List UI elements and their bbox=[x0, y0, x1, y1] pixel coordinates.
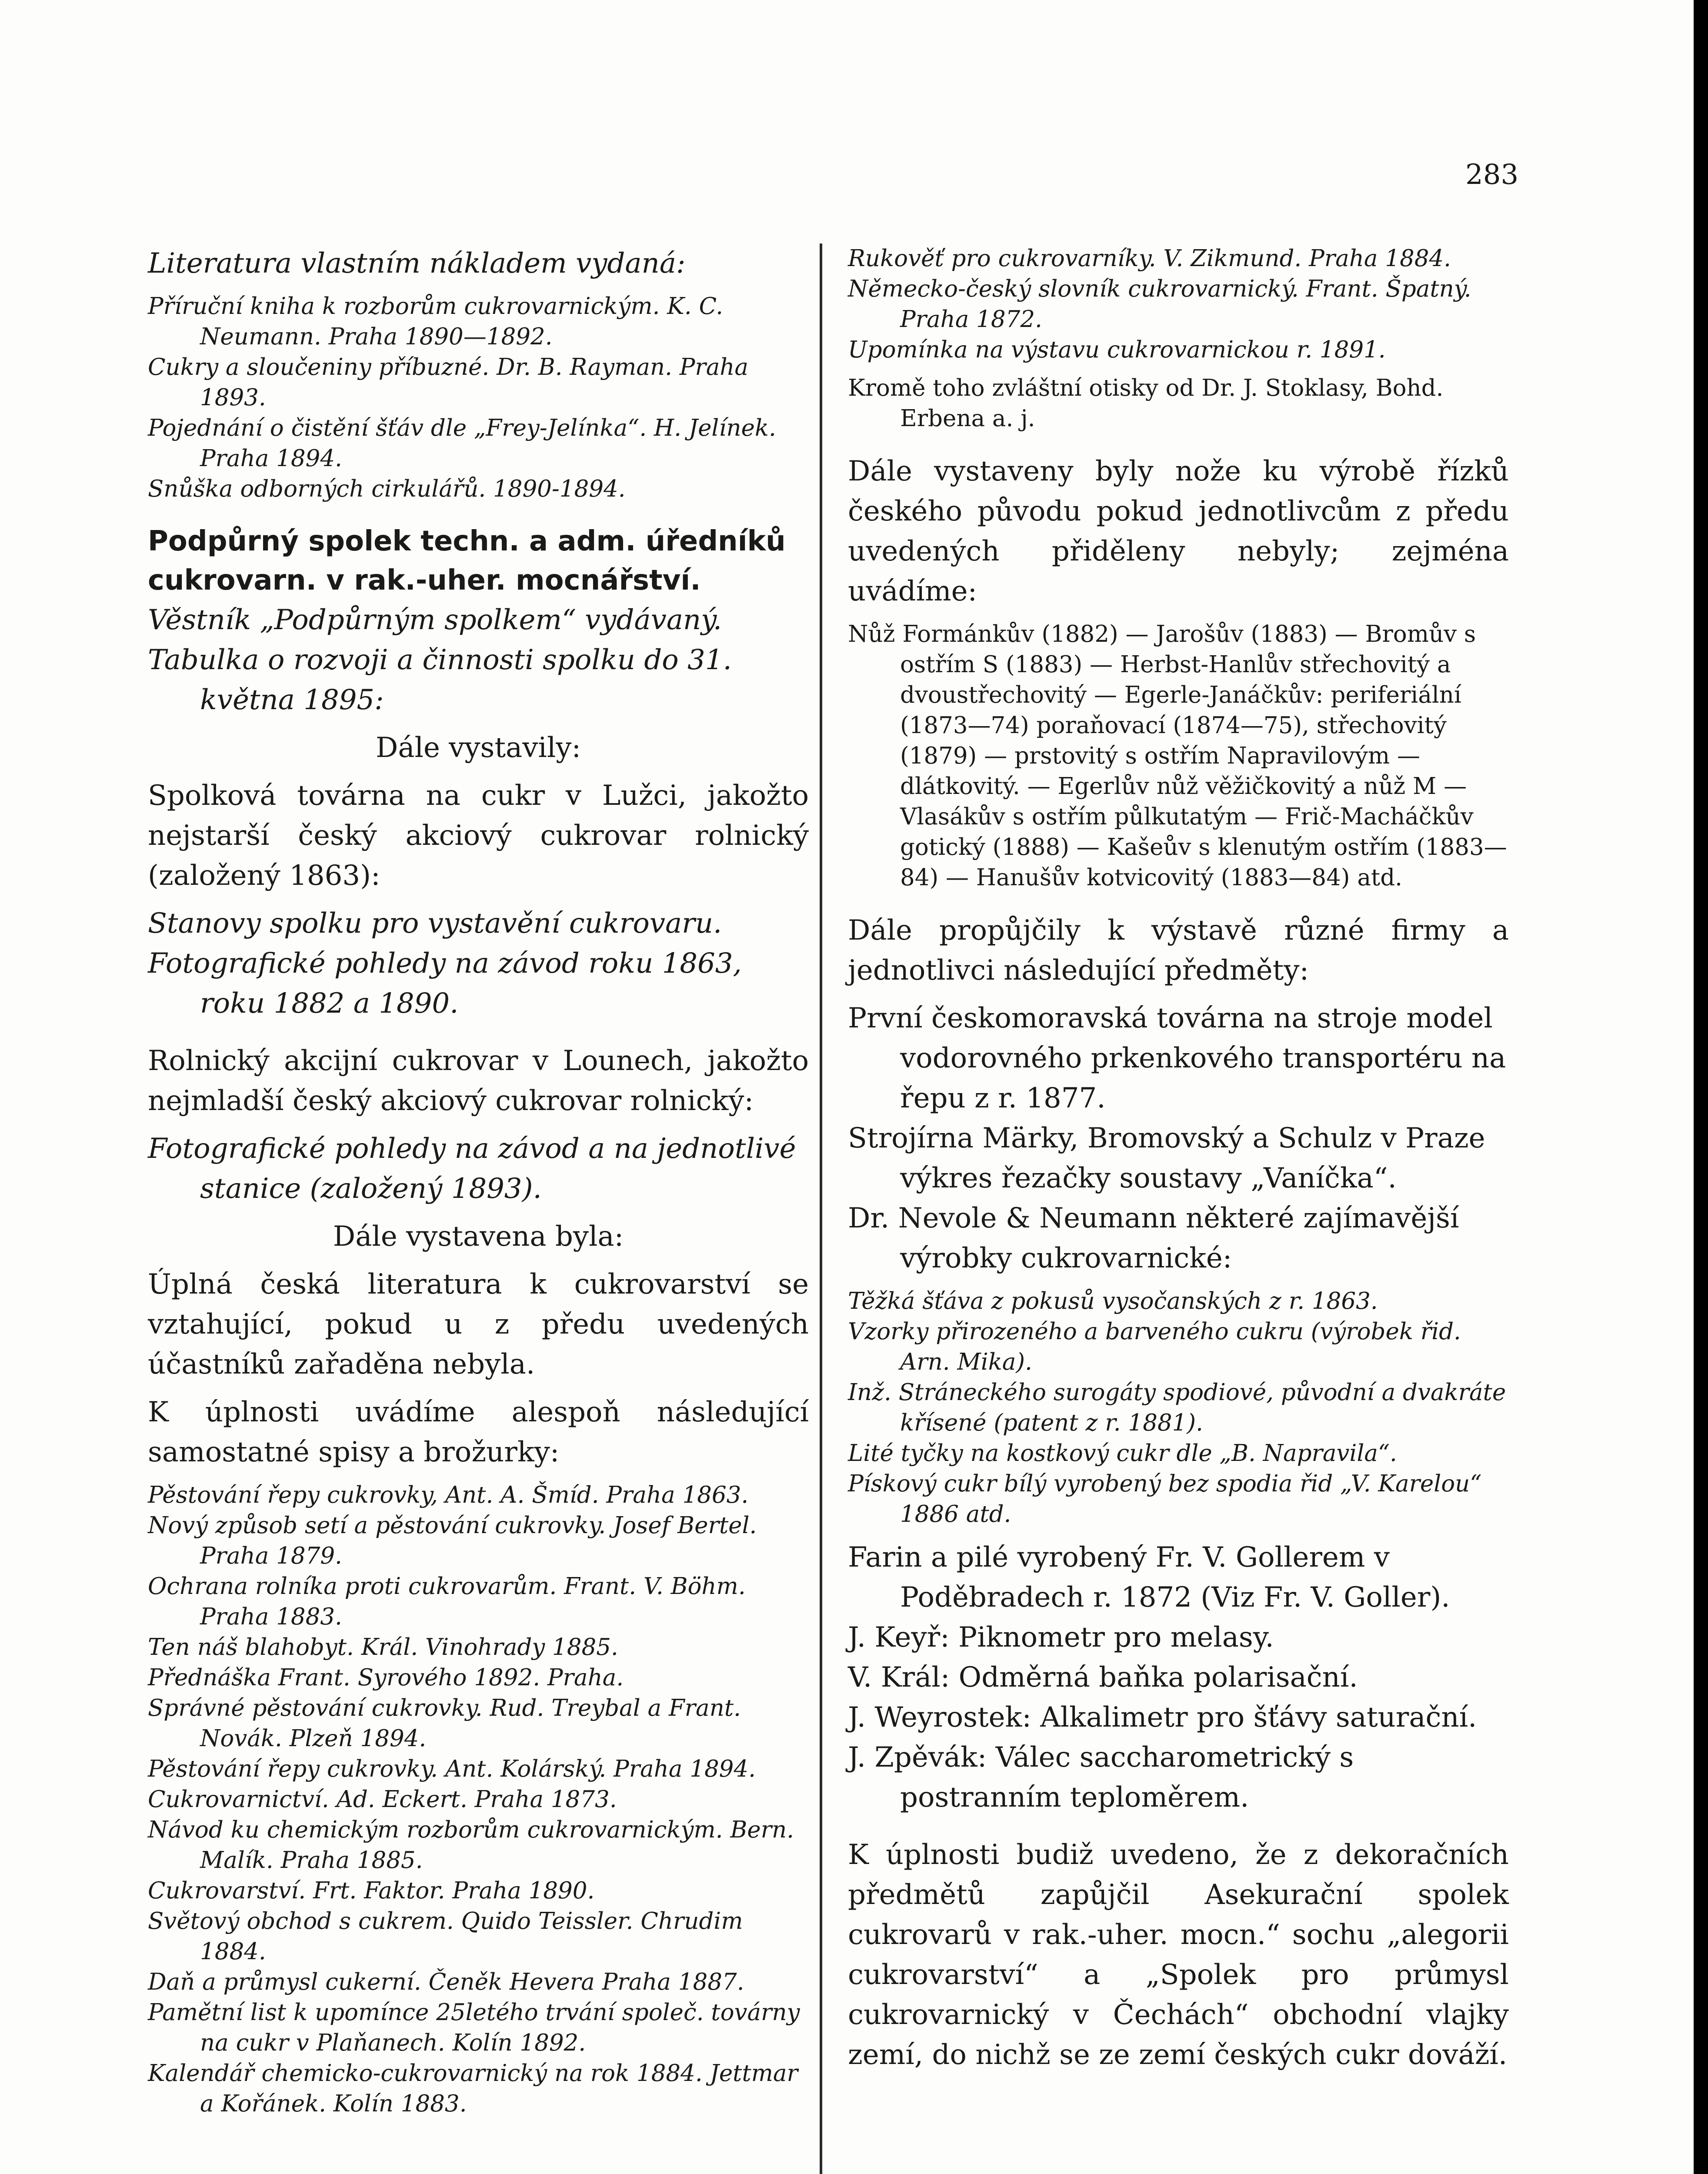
brochure-list bbox=[148, 1480, 809, 2119]
paragraph-noze-intro: Dále vystaveny byly nože ku výrobě řízků českého původu pokud jednotlivcům z předu uvedených přiděleny nebyly; zejména uvádíme: bbox=[848, 455, 1509, 607]
list-item: Pojednání o čistění šťáv dle „Frey-Jelínka“. H. Jelínek. Praha 1894. bbox=[148, 415, 776, 472]
list-item: Přednáška Frant. Syrového 1892. Praha. bbox=[148, 1664, 624, 1691]
products-list bbox=[848, 1286, 1509, 1530]
list-item: Strojírna Märky, Bromovský a Schulz v Praze výkres řezačky soustavy „Vaníčka“. bbox=[848, 1122, 1485, 1194]
list-item: Věstník „Podpůrným spolkem“ vydávaný. bbox=[148, 604, 722, 636]
list-item: Příruční kniha k rozborům cukrovarnickým. K. C. Neumann. Praha 1890—1892. bbox=[148, 293, 723, 350]
paragraph-literatura: Úplná česká literatura k cukrovarství se vztahující, pokud u z předu uvedených účastníků zařaděna nebyla. bbox=[148, 1268, 809, 1380]
paragraph-noze-list: Nůž Formánkův (1882) — Jarošův (1883) — Bromův s ostřím S (1883) — Herbst-Hanlův střechovitý a dvoustřechovitý — Egerle-Janáčkův: periferiální (1873—74) poraňovací (1874—75), střechovitý (1879) — prstovitý s ostřím Napravilovým — dlátkovitý. — Egerlův nůž věžičkovitý a nůž M — Vlasákův s ostřím půlkutatým — Frič-Macháčkův gotický (1888) — Kašeův s klenutým ostřím (1883—84) — Hanušův kotvicovitý (1883—84) atd. bbox=[848, 621, 1507, 891]
list-item: Nový způsob setí a pěstování cukrovky. Josef Bertel. Praha 1879. bbox=[148, 1512, 757, 1569]
section-title-literatura: Literatura vlastním nákladem vydaná: bbox=[148, 247, 686, 280]
list-item: Návod ku chemickým rozborům cukrovarnickým. Bern. Malík. Praha 1885. bbox=[148, 1817, 794, 1874]
list-item: Pěstování řepy cukrovky. Ant. Kolárský. Praha 1894. bbox=[148, 1756, 756, 1782]
list-item: Tabulka o rozvoji a činnosti spolku do 31. května 1895: bbox=[148, 644, 732, 716]
list-item: Německo-český slovník cukrovarnický. Frant. Špatný. Praha 1872. bbox=[848, 276, 1471, 333]
subheading-dale-vystavena: Dále vystavena byla: bbox=[333, 1220, 624, 1253]
list-item: Cukry a sloučeniny příbuzné. Dr. B. Rayman. Praha 1893. bbox=[148, 354, 749, 411]
paragraph-louny: Rolnický akcijní cukrovar v Lounech, jakožto nejmladší český akciový cukrovar rolnický: bbox=[148, 1045, 809, 1117]
column-divider bbox=[820, 243, 822, 2174]
reference-list bbox=[848, 243, 1509, 365]
list-item: J. Weyrostek: Alkalimetr pro šťávy saturační. bbox=[848, 1701, 1477, 1734]
list-item: Fotografické pohledy na závod a na jednotlivé stanice (založený 1893). bbox=[148, 1133, 796, 1205]
list-item: Snůška odborných cirkulářů. 1890-1894. bbox=[148, 476, 626, 502]
paragraph-closing: K úplnosti budiž uvedeno, že z dekoračních předmětů zapůjčil Asekurační spolek cukrovarů v rak.-uher. mocn.“ sochu „alegorii cukrovarství“ a „Spolek pro průmysl cukrovarnický v Čechách“ obchodní vlajky zemí, do nichž se ze zemí českých cukr dováží. bbox=[848, 1839, 1509, 2071]
paragraph-otisky: Kromě toho zvláštní otisky od Dr. J. Stoklasy, Bohd. Erbena a. j. bbox=[848, 375, 1444, 432]
list-item: Vzorky přirozeného a barveného cukru (výrobek řid. Arn. Mika). bbox=[848, 1318, 1461, 1375]
left-column bbox=[148, 243, 809, 2119]
right-column bbox=[848, 243, 1509, 2075]
page-number: 283 bbox=[1465, 159, 1519, 191]
list-item: Cukrovarnictví. Ad. Eckert. Praha 1873. bbox=[148, 1786, 617, 1813]
paragraph-uplnost: K úplnosti uvádíme alespoň následující samostatné spisy a brožurky: bbox=[148, 1396, 809, 1468]
list-item: Daň a průmysl cukerní. Čeněk Hevera Praha 1887. bbox=[148, 1969, 744, 1995]
list-item: J. Keyř: Piknometr pro melasy. bbox=[848, 1621, 1274, 1654]
literature-list bbox=[148, 291, 809, 504]
list-item: Cukrovarství. Frt. Faktor. Praha 1890. bbox=[148, 1877, 595, 1904]
paragraph-luzec: Spolková továrna na cukr v Lužci, jakožto nejstarší český akciový cukrovar rolnický (založený 1863): bbox=[148, 780, 809, 892]
list-item: Ochrana rolníka proti cukrovarům. Frant. V. Böhm. Praha 1883. bbox=[148, 1573, 746, 1630]
list-item: Správné pěstování cukrovky. Rud. Treybal a Frant. Novák. Plzeň 1894. bbox=[148, 1695, 741, 1752]
list-item: Upomínka na výstavu cukrovarnickou r. 1891. bbox=[848, 337, 1386, 363]
list-item: Kalendář chemicko-cukrovarnický na rok 1884. Jettmar a Kořánek. Kolín 1883. bbox=[148, 2060, 798, 2117]
list-item: Fotografické pohledy na závod roku 1863, roku 1882 a 1890. bbox=[148, 947, 742, 1020]
list-item: První českomoravská továrna na stroje model vodorovného prkenkového transportéru na řepu z r. 1877. bbox=[848, 1002, 1506, 1114]
list-item: V. Král: Odměrná baňka polarisační. bbox=[848, 1661, 1358, 1694]
list-item: Světový obchod s cukrem. Quido Teissler. Chrudim 1884. bbox=[148, 1908, 743, 1965]
list-item: J. Zpěvák: Válec saccharometrický s postranním teploměrem. bbox=[848, 1741, 1354, 1814]
list-item: Dr. Nevole & Neumann některé zajímavější výrobky cukrovarnické: bbox=[848, 1202, 1459, 1274]
list-item: Rukověť pro cukrovarníky. V. Zikmund. Praha 1884. bbox=[848, 245, 1451, 272]
list-item: Pěstování řepy cukrovky, Ant. A. Šmíd. Praha 1863. bbox=[148, 1482, 749, 1508]
list-item: Těžká šťáva z pokusů vysočanských z r. 1863. bbox=[848, 1288, 1378, 1314]
list-item: Inž. Stráneckého surogáty spodiové, původní a dvakráte křísené (patent z r. 1881). bbox=[848, 1379, 1506, 1436]
heading-podpurny-spolek: Podpůrný spolek techn. a adm. úředníků cukrovarn. v rak.-uher. mocnářství. bbox=[148, 525, 786, 597]
subheading-dale-vystavily: Dále vystavily: bbox=[376, 732, 581, 764]
paragraph-farin: Farin a pilé vyrobený Fr. V. Gollerem v Poděbradech r. 1872 (Viz Fr. V. Goller). bbox=[848, 1541, 1450, 1614]
list-item: Stanovy spolku pro vystavění cukrovaru. bbox=[148, 907, 722, 940]
list-item: Pískový cukr bílý vyrobený bez spodia řid „V. Karelou“ 1886 atd. bbox=[848, 1470, 1482, 1527]
list-item: Pamětní list k upomínce 25letého trvání společ. továrny na cukr v Plaňanech. Kolín 1892. bbox=[148, 1999, 800, 2056]
list-item: Lité tyčky na kostkový cukr dle „B. Napravila“. bbox=[848, 1440, 1397, 1467]
list-item: Ten náš blahobyt. Král. Vinohrady 1885. bbox=[148, 1634, 618, 1661]
paragraph-propujcily: Dále propůjčily k výstavě různé firmy a jednotlivci následující předměty: bbox=[848, 914, 1509, 987]
